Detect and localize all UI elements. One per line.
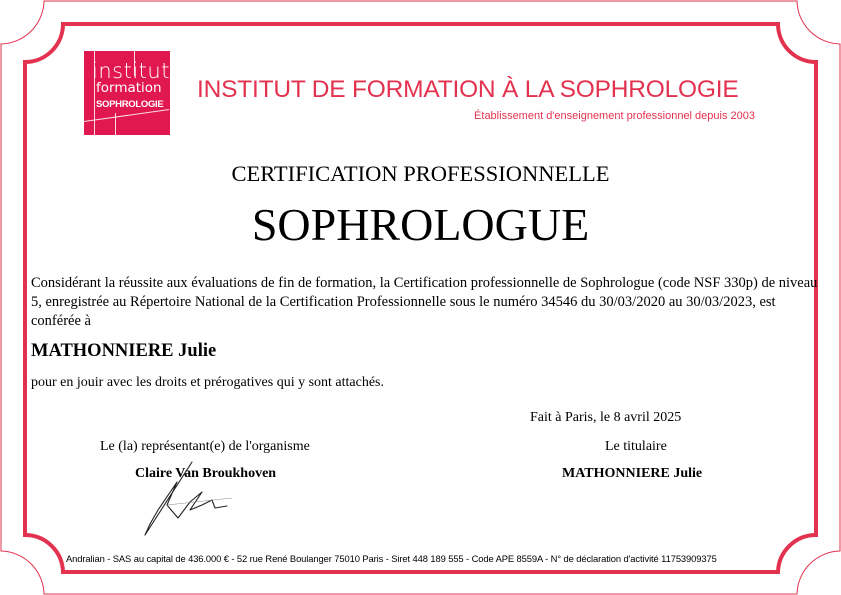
place-and-date: Fait à Paris, le 8 avril 2025	[530, 410, 682, 425]
handwritten-signature	[120, 460, 280, 545]
representative-name: Claire Van Broukhoven	[135, 466, 277, 481]
institute-name: INSTITUT DE FORMATION À LA SOPHROLOGIE	[197, 76, 739, 103]
holder-signature-name: MATHONNIERE Julie	[562, 466, 703, 481]
certificate-title: SOPHROLOGUE	[251, 199, 590, 250]
logo-line-formation: formation	[96, 80, 162, 96]
legal-footer: Andralian - SAS au capital de 436.000 € - 52 rue René Boulanger 75010 Paris - Siret 448 189 555 - Code APE 8559A - N° de déclaration d'activité 11753909375	[66, 553, 717, 564]
rights-statement: pour en jouir avec les droits et prérogatives qui y sont attachés.	[31, 375, 385, 390]
holder-name: MATHONNIERE Julie	[31, 341, 217, 361]
holder-signature-label: Le titulaire	[605, 439, 667, 454]
institute-subtitle: Établissement d'enseignement professionnel depuis 2003	[474, 110, 755, 122]
representative-label: Le (la) représentant(e) de l'organisme	[100, 439, 310, 454]
logo-line-sophrologie: SOPHROLOGIE	[96, 99, 164, 110]
certification-statement: Considérant la réussite aux évaluations de fin de formation, la Certification professionnelle de Sophrologue (code NSF 330p) de niveau 5, enregistrée au Répertoire National de la Certification Professionnelle sous le numéro 34546 du 30/03/2020 au 30/03/2023, est conférée à	[31, 275, 818, 329]
institute-logo	[84, 51, 170, 135]
logo-line-institut: institut	[92, 59, 170, 83]
certification-kind: CERTIFICATION PROFESSIONNELLE	[231, 161, 610, 186]
